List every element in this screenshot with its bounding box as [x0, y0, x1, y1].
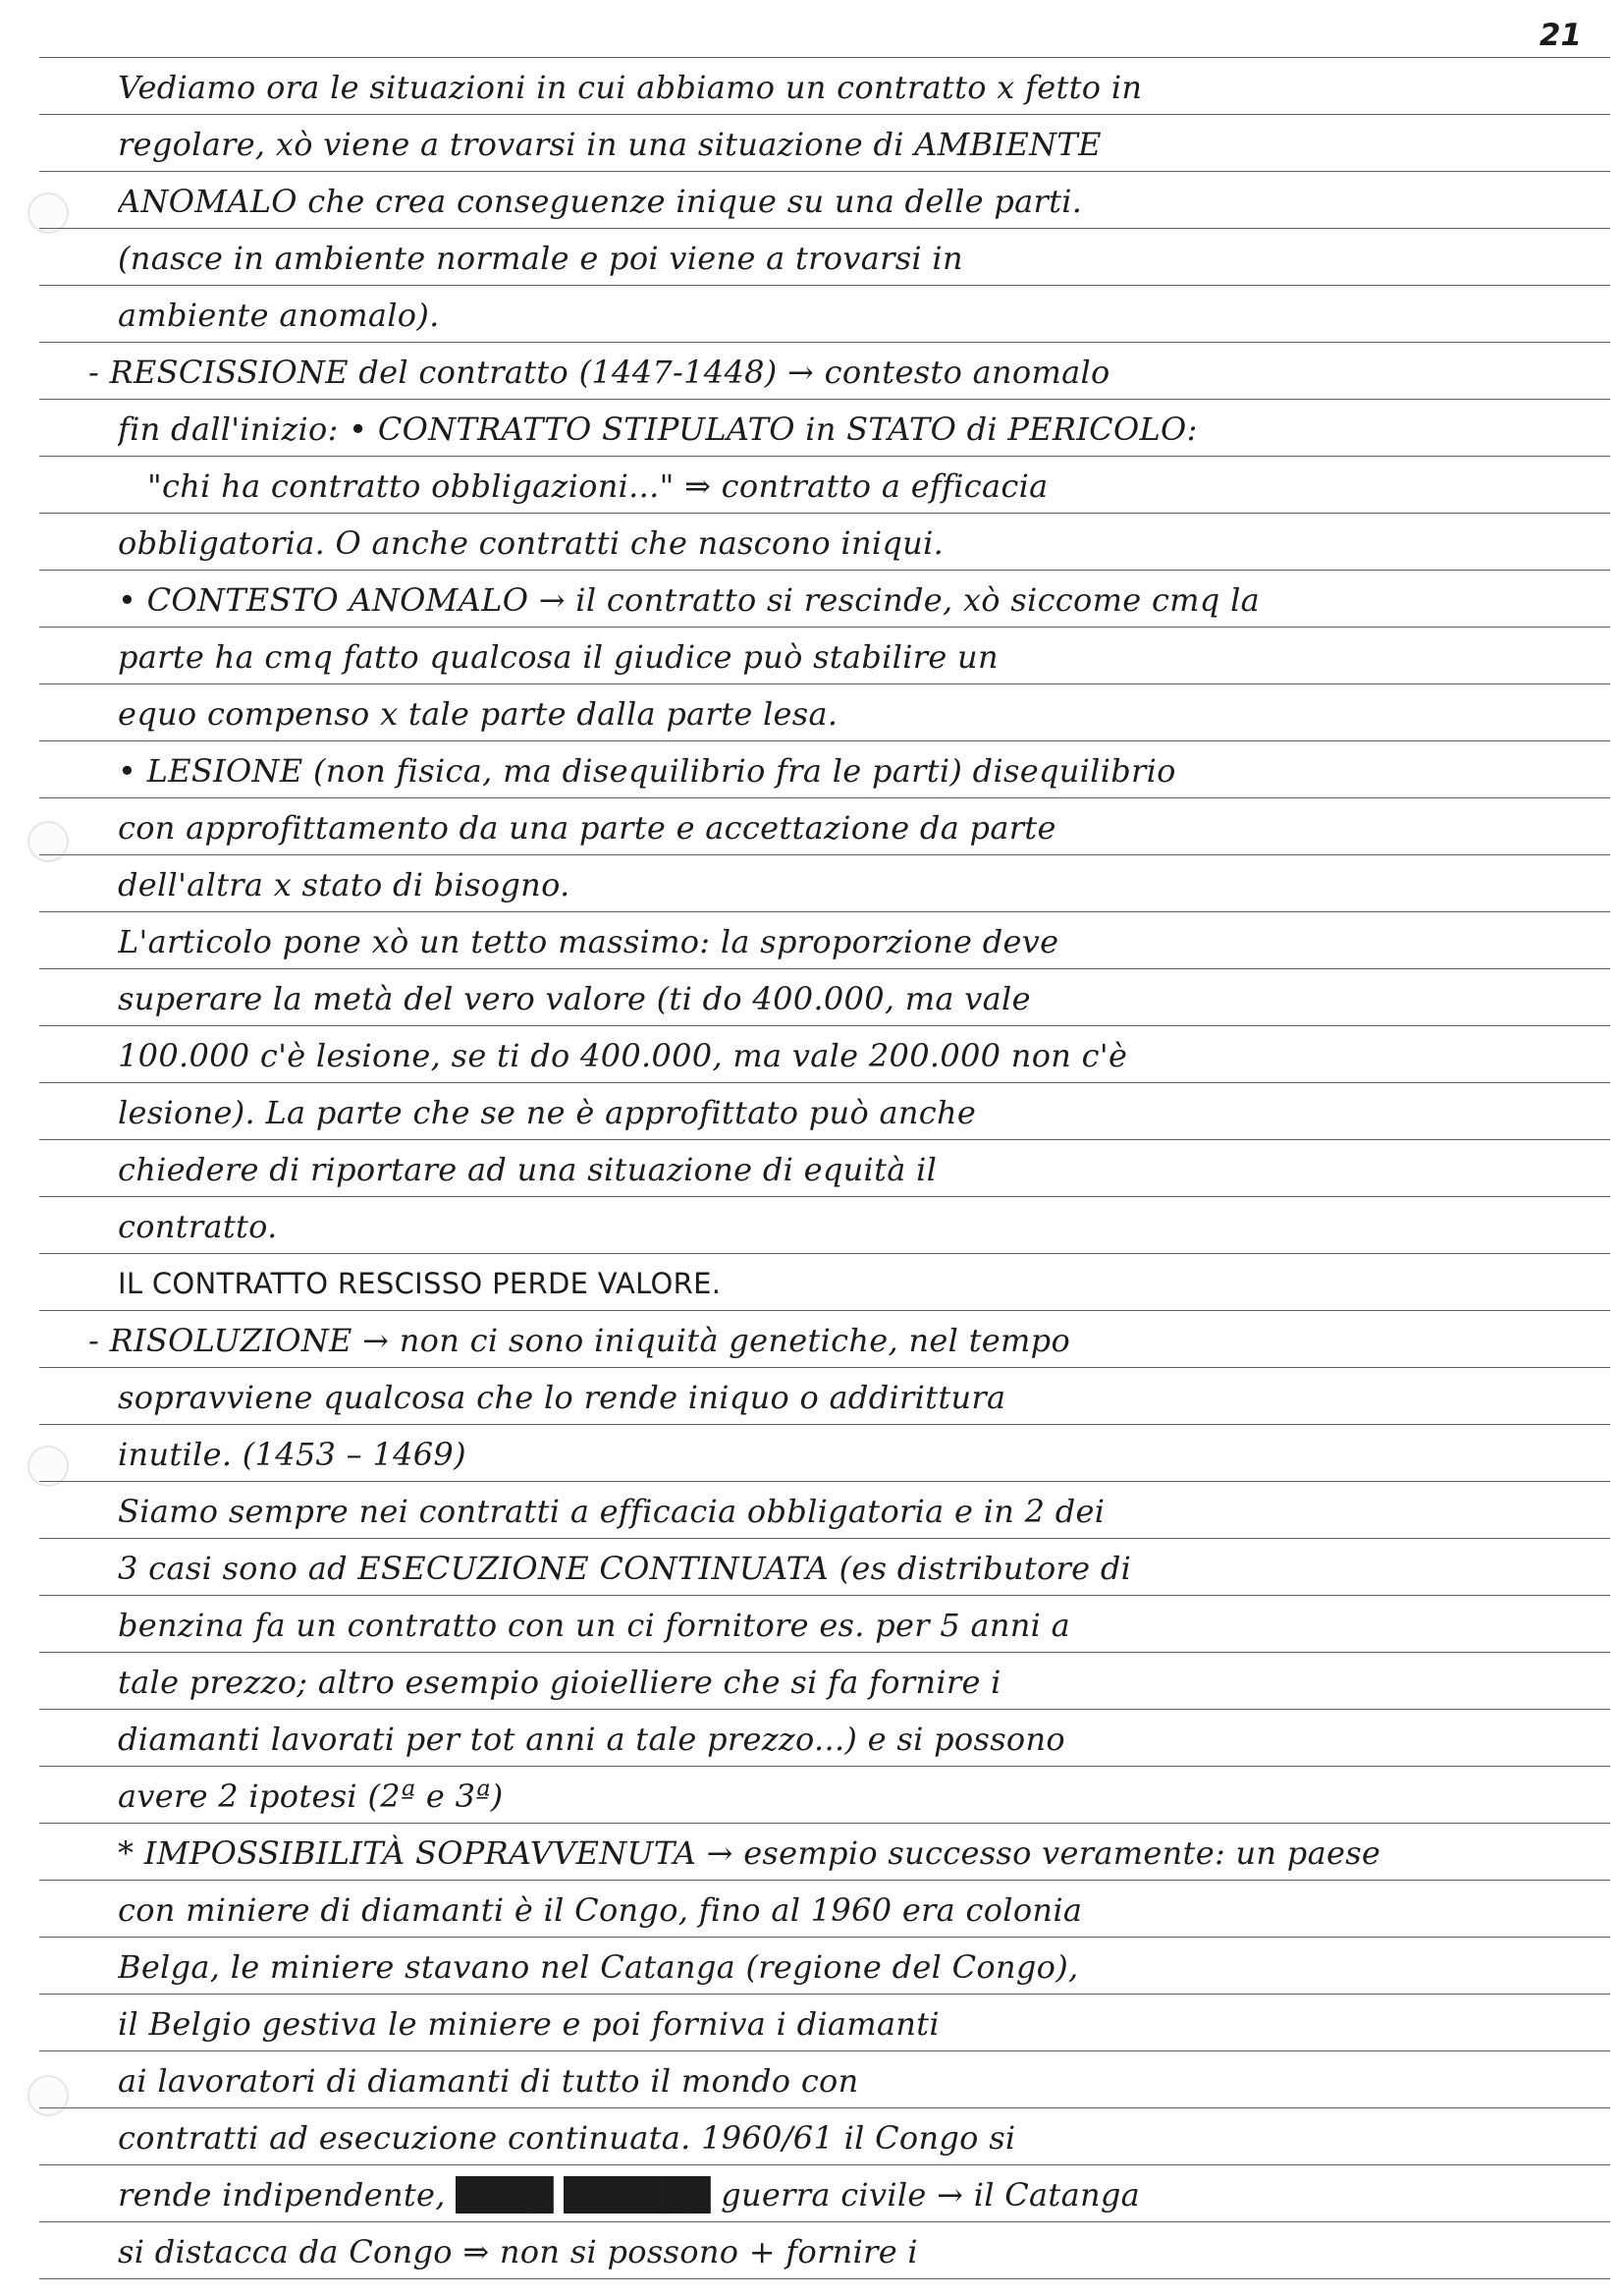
text-line: equo compenso x tale parte dalla parte lesa.: [118, 695, 839, 733]
text-line: si distacca da Congo ⇒ non si possono + fornire i: [118, 2233, 918, 2270]
text-line: 3 casi sono ad ESECUZIONE CONTINUATA (es distributore di: [118, 1550, 1132, 1587]
text-line: - RESCISSIONE del contratto (1447-1448) → contesto anomalo: [88, 354, 1110, 391]
text-line: lesione). La parte che se ne è approfittato può anche: [118, 1094, 977, 1131]
page-number: 21: [1539, 18, 1582, 53]
text-line: inutile. (1453 – 1469): [118, 1436, 466, 1473]
text-line: (nasce in ambiente normale e poi viene a trovarsi in: [118, 240, 963, 277]
text-line: ANOMALO che crea conseguenze inique su una delle parti.: [118, 183, 1083, 220]
text-line: parte ha cmq fatto qualcosa il giudice può stabilire un: [118, 638, 999, 676]
text-line: - RISOLUZIONE → non ci sono iniquità genetiche, nel tempo: [88, 1322, 1071, 1359]
text-line: ambiente anomalo).: [118, 297, 440, 334]
text-line: contratti ad esecuzione continuata. 1960/61 il Congo si: [118, 2119, 1016, 2157]
text-line: IL CONTRATTO RESCISSO PERDE VALORE.: [118, 1267, 722, 1300]
text-line: con miniere di diamanti è il Congo, fino al 1960 era colonia: [118, 1891, 1083, 1929]
text-line: contratto.: [118, 1208, 278, 1245]
text-line: benzina fa un contratto con un ci fornitore es. per 5 anni a: [118, 1607, 1071, 1644]
text-line: avere 2 ipotesi (2ª e 3ª): [118, 1777, 504, 1815]
text-line: regolare, xò viene a trovarsi in una situazione di AMBIENTE: [118, 126, 1102, 163]
text-line: Siamo sempre nei contratti a efficacia obbligatoria e in 2 dei: [118, 1493, 1106, 1530]
text-line: 100.000 c'è lesione, se ti do 400.000, ma vale 200.000 non c'è: [118, 1037, 1128, 1074]
text-line: • LESIONE (non fisica, ma disequilibrio fra le parti) disequilibrio: [118, 752, 1176, 790]
text-line: L'articolo pone xò un tetto massimo: la sproporzione deve: [118, 923, 1059, 960]
text-line: sopravviene qualcosa che lo rende iniquo o addirittura: [118, 1379, 1006, 1416]
text-line: superare la metà del vero valore (ti do 400.000, ma vale: [118, 980, 1031, 1017]
text-line: chiedere di riportare ad una situazione di equità il: [118, 1151, 938, 1188]
text-line: tale prezzo; altro esempio gioielliere che si fa fornire i: [118, 1664, 1001, 1701]
text-line: Belga, le miniere stavano nel Catanga (regione del Congo),: [118, 1948, 1079, 1986]
text-line: rende indipendente, ████ ██████ guerra civile → il Catanga: [118, 2176, 1141, 2214]
text-line: dell'altra x stato di bisogno.: [118, 866, 570, 903]
text-line: * IMPOSSIBILITÀ SOPRAVVENUTA → esempio successo veramente: un paese: [118, 1834, 1381, 1872]
text-line: diamanti lavorati per tot anni a tale prezzo...) e si possono: [118, 1721, 1065, 1758]
text-line: "chi ha contratto obbligazioni..." ⇒ contratto a efficacia: [147, 467, 1049, 505]
text-line: il Belgio gestiva le miniere e poi forniva i diamanti: [118, 2005, 940, 2043]
text-line: ai lavoratori di diamanti di tutto il mondo con: [118, 2062, 859, 2100]
text-line: • CONTESTO ANOMALO → il contratto si rescinde, xò siccome cmq la: [118, 581, 1260, 619]
text-line: fin dall'inizio: • CONTRATTO STIPULATO in STATO di PERICOLO:: [118, 410, 1198, 448]
text-line: obbligatoria. O anche contratti che nascono iniqui.: [118, 524, 945, 562]
text-line: con approfittamento da una parte e accettazione da parte: [118, 809, 1056, 847]
text-line: Vediamo ora le situazioni in cui abbiamo un contratto x fetto in: [118, 69, 1143, 106]
